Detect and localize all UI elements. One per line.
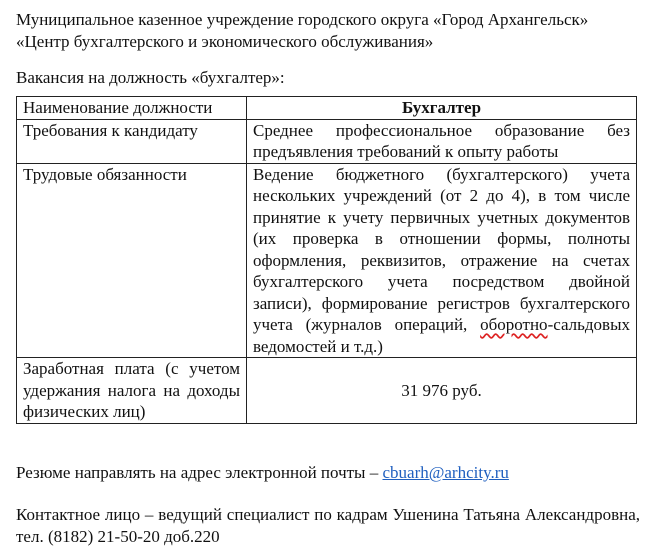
duties-value xyxy=(247,163,637,358)
requirements-value: Среднее профессиональное образование без предъявления требований к опыту работы xyxy=(247,119,637,163)
table-row-position xyxy=(17,97,637,120)
resume-text: Резюме направлять на адрес электронной почты – xyxy=(16,463,383,482)
vacancy-table xyxy=(16,96,637,424)
organization-name: Муниципальное казенное учреждение городского округа «Город Архангельск» «Центр бухгалтерского и экономического обслуживания» xyxy=(16,10,589,51)
duties-text: Ведение бюджетного (бухгалтерского) учета нескольких учреждений (от 2 до 4), в том числе принятие к учету первичных учетных документов (их проверка в отношении формы, полноты оформления, реквизитов, отражение на счетах бухгалтерского учета посредством двойной записи), формирование регистров бухгалтерского учета (журналов операций, xyxy=(253,164,630,334)
duties-text-end: -сальдовых ведомостей и т.д.) xyxy=(253,315,631,356)
table-row-salary xyxy=(17,358,637,424)
duties-label: Трудовые обязанности xyxy=(17,163,247,358)
vacancy-title: Вакансия на должность «бухгалтер»: xyxy=(16,68,285,87)
position-label: Наименование должности xyxy=(17,97,247,120)
spellcheck-marked-word: оборотно xyxy=(480,315,548,334)
resume-line xyxy=(16,462,640,484)
table-row-duties xyxy=(17,163,637,358)
salary-value: 31 976 руб. xyxy=(247,358,637,424)
contact-person: Контактное лицо – ведущий специалист по кадрам Ушенина Татьяна Александровна, тел. (8182) 21-50-20 доб.220 xyxy=(16,505,640,546)
requirements-label: Требования к кандидату xyxy=(17,119,247,163)
email-link[interactable]: cbuarh@arhcity.ru xyxy=(382,463,509,482)
position-value: Бухгалтер xyxy=(247,97,637,120)
table-row-requirements xyxy=(17,119,637,163)
salary-label: Заработная плата (с учетом удержания налога на доходы физических лиц) xyxy=(17,358,247,424)
